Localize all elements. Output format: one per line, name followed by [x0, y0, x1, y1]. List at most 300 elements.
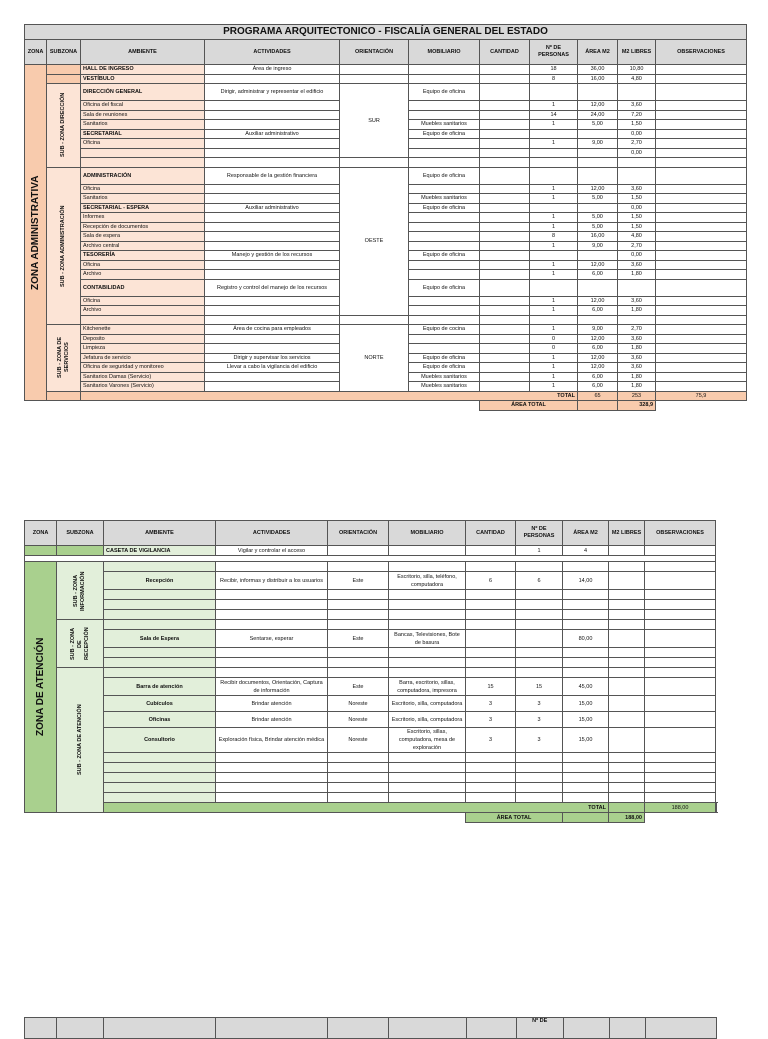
empty-cell	[466, 783, 516, 793]
empty-cell	[104, 600, 216, 610]
area-cell	[578, 167, 618, 184]
area-cell: 12,00	[578, 334, 618, 344]
personas-cell: 15	[516, 678, 563, 696]
empty-cell	[328, 600, 389, 610]
empty-cell	[328, 763, 389, 773]
empty-cell	[563, 773, 609, 783]
personas-cell	[530, 203, 578, 213]
empty-cell	[645, 658, 716, 668]
cantidad-cell	[480, 372, 530, 382]
personas-cell	[530, 84, 578, 101]
empty-cell	[466, 763, 516, 773]
actividades-cell	[205, 260, 340, 270]
empty-cell	[656, 401, 747, 411]
area-cell: 6,00	[578, 382, 618, 392]
area-cell: 12,00	[578, 296, 618, 306]
table-row	[25, 696, 717, 712]
table-row	[25, 630, 717, 648]
empty-cell	[563, 658, 609, 668]
actividades-cell	[205, 270, 340, 280]
cantidad-cell	[480, 251, 530, 261]
empty-cell	[516, 753, 563, 763]
mobiliario-cell: Bancas, Televisiones, Bote de basura	[389, 630, 466, 648]
ambiente-cell: Limpieza	[81, 344, 205, 354]
area-cell: 12,00	[578, 363, 618, 373]
ambiente-cell: Deposito	[81, 334, 205, 344]
table-row	[25, 678, 717, 696]
actividades-cell: Auxiliar administrativo	[205, 129, 340, 139]
cantidad-cell	[480, 334, 530, 344]
empty-cell	[516, 590, 563, 600]
libres-cell: 2,70	[618, 325, 656, 335]
table-row	[25, 65, 747, 75]
total-label: TOTAL	[104, 803, 609, 813]
observaciones-cell	[656, 306, 747, 316]
empty-cell	[216, 753, 328, 763]
empty-cell	[466, 1018, 516, 1039]
actividades-cell	[205, 213, 340, 223]
observaciones-cell	[656, 101, 747, 111]
ambiente-cell	[81, 148, 205, 158]
empty-cell	[328, 590, 389, 600]
libres-cell: 0,00	[618, 148, 656, 158]
empty-cell	[466, 658, 516, 668]
empty-cell	[516, 620, 563, 630]
actividades-cell	[205, 334, 340, 344]
empty-cell	[409, 158, 480, 168]
area-cell: 9,00	[578, 139, 618, 149]
subzone-label-cell	[47, 325, 81, 392]
empty-cell	[609, 562, 645, 572]
cantidad-cell	[480, 139, 530, 149]
mobiliario-cell: Escritorio, silla, computadora	[389, 712, 466, 728]
empty-cell	[216, 668, 328, 678]
cantidad-cell	[480, 120, 530, 130]
observaciones-cell	[656, 65, 747, 75]
cantidad-cell	[480, 101, 530, 111]
empty-cell	[645, 1018, 716, 1039]
ambiente-cell: Oficina	[81, 260, 205, 270]
area-cell: 12,00	[578, 101, 618, 111]
ambiente-cell: Oficina	[81, 296, 205, 306]
personas-cell: 3	[516, 728, 563, 753]
actividades-cell	[205, 382, 340, 392]
empty-cell	[516, 658, 563, 668]
subzone-label: SUB - ZONA INFORMACIÓN	[73, 570, 86, 611]
libres-cell	[618, 84, 656, 101]
cantidad-cell	[480, 279, 530, 296]
area-total-label: ÁREA TOTAL	[466, 813, 563, 823]
ambiente-cell: ADMINISTRACIÓN	[81, 167, 205, 184]
empty-cell	[104, 763, 216, 773]
total-personas	[609, 803, 645, 813]
libres-cell: 3,60	[618, 260, 656, 270]
cantidad-cell: 3	[466, 696, 516, 712]
area-total-label: ÁREA TOTAL	[480, 401, 578, 411]
libres-cell: 0,00	[618, 251, 656, 261]
libres-cell: 0,00	[618, 129, 656, 139]
empty-cell	[104, 658, 216, 668]
empty-cell	[563, 620, 609, 630]
libres-cell	[609, 696, 645, 712]
actividades-cell	[205, 120, 340, 130]
col-subzona: SUBZONA	[47, 40, 81, 65]
mobiliario-cell: Equipo de oficina	[409, 167, 480, 184]
observaciones-cell	[656, 167, 747, 184]
empty-cell	[216, 562, 328, 572]
mobiliario-cell	[409, 74, 480, 84]
empty-cell	[328, 610, 389, 620]
empty-cell	[578, 315, 618, 325]
libres-cell: 2,70	[618, 139, 656, 149]
empty-cell	[340, 158, 409, 168]
empty-cell	[205, 315, 340, 325]
area-cell: 9,00	[578, 241, 618, 251]
actividades-cell	[205, 372, 340, 382]
area-total-row	[25, 813, 717, 823]
empty-cell	[104, 773, 216, 783]
area-cell: 36,00	[578, 65, 618, 75]
cantidad-cell	[480, 382, 530, 392]
empty-cell	[530, 315, 578, 325]
mobiliario-cell: Muebles sanitarios	[409, 194, 480, 204]
empty-cell	[609, 668, 645, 678]
ambiente-cell: Oficina	[81, 139, 205, 149]
empty-cell	[389, 1018, 466, 1039]
empty-cell	[104, 648, 216, 658]
empty-cell	[609, 620, 645, 630]
empty-cell	[104, 590, 216, 600]
orientacion-cell	[328, 546, 389, 556]
empty-cell	[563, 763, 609, 773]
mobiliario-cell	[389, 546, 466, 556]
personas-cell: 1	[530, 222, 578, 232]
header-row	[25, 40, 747, 65]
zone-cell	[25, 546, 57, 556]
observaciones-cell	[656, 270, 747, 280]
ambiente-cell	[81, 315, 205, 325]
libres-cell	[609, 678, 645, 696]
mobiliario-cell: Equipo de oficina	[409, 353, 480, 363]
ambiente-cell: Sala de espera	[81, 232, 205, 242]
ambiente-cell	[81, 158, 205, 168]
ambiente-cell: Oficina de seguridad y monitoreo	[81, 363, 205, 373]
libres-cell: 10,80	[618, 65, 656, 75]
libres-cell: 3,60	[618, 101, 656, 111]
area-cell: 6,00	[578, 270, 618, 280]
empty-cell	[466, 610, 516, 620]
actividades-cell: Brindar atención	[216, 696, 328, 712]
libres-cell: 1,50	[618, 120, 656, 130]
personas-cell: 1	[530, 184, 578, 194]
actividades-cell: Recibir, informas y distribuir a los usuarios	[216, 572, 328, 590]
table-row	[25, 84, 747, 101]
cantidad-cell	[480, 129, 530, 139]
cantidad-cell	[480, 222, 530, 232]
empty-cell	[466, 620, 516, 630]
empty-cell	[618, 315, 656, 325]
area-total-value: 328,9	[618, 401, 656, 411]
table-row	[25, 620, 717, 630]
subzone-label: SUB - ZONA ADMINISTRACIÓN	[60, 205, 66, 287]
mobiliario-cell: Muebles sanitarios	[409, 120, 480, 130]
mobiliario-cell: Equipo de oficina	[409, 203, 480, 213]
zone-label: ZONA DE ATENCIÓN	[34, 637, 46, 737]
libres-cell: 4,80	[618, 232, 656, 242]
area-cell: 14,00	[563, 572, 609, 590]
table-row	[25, 572, 717, 590]
libres-cell: 1,80	[618, 344, 656, 354]
empty-cell	[516, 783, 563, 793]
area-total-blank	[578, 401, 618, 411]
empty-cell	[645, 763, 716, 773]
mobiliario-cell: Escritorio, silla, computadora	[389, 696, 466, 712]
mobiliario-cell: Muebles sanitarios	[409, 372, 480, 382]
empty-cell	[563, 648, 609, 658]
libres-cell: 1,50	[618, 194, 656, 204]
empty-cell	[563, 600, 609, 610]
cantidad-cell	[480, 184, 530, 194]
observaciones-cell	[656, 344, 747, 354]
ambiente-cell: SECRETARIAL - ESPERA	[81, 203, 205, 213]
mobiliario-cell	[409, 344, 480, 354]
empty-cell	[656, 315, 747, 325]
zone-label-cell	[25, 65, 47, 401]
empty-cell	[328, 648, 389, 658]
observaciones-cell	[645, 728, 716, 753]
libres-cell: 0,00	[618, 203, 656, 213]
empty-cell	[389, 562, 466, 572]
empty-cell	[389, 753, 466, 763]
mobiliario-cell	[409, 213, 480, 223]
personas-cell	[530, 251, 578, 261]
col-mobiliario: MOBILIARIO	[389, 521, 466, 546]
libres-cell	[609, 728, 645, 753]
area-cell: 6,00	[578, 306, 618, 316]
empty-cell	[104, 668, 216, 678]
ambiente-cell: CONTABILIDAD	[81, 279, 205, 296]
observaciones-cell	[656, 120, 747, 130]
area-cell: 9,00	[578, 325, 618, 335]
orientacion-cell: NORTE	[340, 325, 409, 392]
empty-cell	[609, 793, 645, 803]
mobiliario-cell	[409, 184, 480, 194]
empty-cell	[216, 610, 328, 620]
empty-cell	[645, 813, 716, 823]
orientacion-cell: Noreste	[328, 712, 389, 728]
cantidad-cell	[480, 65, 530, 75]
mobiliario-cell: Equipo de oficina	[409, 251, 480, 261]
cantidad-cell	[480, 74, 530, 84]
observaciones-cell	[645, 712, 716, 728]
empty-cell	[328, 562, 389, 572]
empty-cell	[516, 763, 563, 773]
empty-cell	[516, 648, 563, 658]
cantidad-cell	[480, 260, 530, 270]
observaciones-cell	[656, 372, 747, 382]
observaciones-cell	[656, 353, 747, 363]
personas-cell: 1	[530, 353, 578, 363]
zone-label: ZONA ADMINISTRATIVA	[29, 175, 41, 290]
mobiliario-cell	[409, 101, 480, 111]
observaciones-cell	[645, 696, 716, 712]
empty-cell	[466, 793, 516, 803]
empty-cell	[328, 668, 389, 678]
total-personas: 65	[578, 391, 618, 401]
total-blank	[47, 391, 81, 401]
table-row	[25, 546, 717, 556]
empty-cell	[645, 773, 716, 783]
empty-cell	[104, 793, 216, 803]
mobiliario-cell	[409, 260, 480, 270]
cantidad-cell	[480, 203, 530, 213]
orientacion-cell: Este	[328, 572, 389, 590]
personas-cell: 14	[530, 110, 578, 120]
mobiliario-cell	[409, 270, 480, 280]
empty-cell	[645, 648, 716, 658]
empty-cell	[656, 158, 747, 168]
col-orientacion: ORIENTACIÓN	[340, 40, 409, 65]
admin-program-table	[24, 24, 747, 411]
mobiliario-cell	[409, 241, 480, 251]
header-row	[25, 521, 717, 546]
empty-cell	[328, 753, 389, 763]
actividades-cell: Sentarse, esperar	[216, 630, 328, 648]
area-total-value: 188,00	[609, 813, 645, 823]
empty-cell	[563, 783, 609, 793]
subzone-label-cell	[47, 167, 81, 325]
empty-cell	[216, 648, 328, 658]
area-cell: 12,00	[578, 353, 618, 363]
actividades-cell: Auxiliar administrativo	[205, 203, 340, 213]
empty-cell	[563, 793, 609, 803]
col-cantidad: CANTIDAD	[480, 40, 530, 65]
observaciones-cell	[656, 232, 747, 242]
empty-cell	[389, 763, 466, 773]
cantidad-cell	[480, 306, 530, 316]
observaciones-cell	[656, 148, 747, 158]
cantidad-cell	[480, 353, 530, 363]
col-zona: ZONA	[25, 521, 57, 546]
empty-cell	[328, 1018, 389, 1039]
total-label: TOTAL	[81, 391, 578, 401]
empty-cell	[516, 562, 563, 572]
cantidad-cell	[480, 84, 530, 101]
observaciones-cell	[656, 194, 747, 204]
actividades-cell	[205, 101, 340, 111]
total-row	[25, 391, 747, 401]
mobiliario-cell: Equipo de oficina	[409, 279, 480, 296]
area-cell: 5,00	[578, 120, 618, 130]
empty-cell	[563, 1018, 609, 1039]
area-cell: 5,00	[578, 222, 618, 232]
personas-cell: 1	[530, 325, 578, 335]
area-cell: 15,00	[563, 712, 609, 728]
ambiente-cell: Kitchenette	[81, 325, 205, 335]
empty-cell	[25, 1018, 57, 1039]
empty-cell	[609, 783, 645, 793]
table-row	[25, 325, 747, 335]
ambiente-cell: Consultorio	[104, 728, 216, 753]
personas-cell: 18	[530, 65, 578, 75]
personas-cell	[530, 167, 578, 184]
actividades-cell: Exploración física, Brindar atención médica	[216, 728, 328, 753]
observaciones-cell	[645, 572, 716, 590]
ambiente-cell: Informes	[81, 213, 205, 223]
cantidad-cell: 3	[466, 712, 516, 728]
empty-cell	[104, 562, 216, 572]
actividades-cell	[205, 139, 340, 149]
libres-cell: 3,60	[618, 353, 656, 363]
col-observaciones: OBSERVACIONES	[645, 521, 716, 546]
subzone-label: SUB - ZONA DE RECEPCIÓN	[69, 627, 90, 660]
empty-cell	[563, 562, 609, 572]
area-cell: 5,00	[578, 213, 618, 223]
total-row	[25, 803, 717, 813]
cantidad-cell	[480, 325, 530, 335]
empty-cell	[516, 793, 563, 803]
area-cell: 16,00	[578, 74, 618, 84]
subzone-label-cell	[57, 620, 104, 668]
ambiente-cell: Oficina del fiscal	[81, 101, 205, 111]
actividades-cell: Brindar atención	[216, 712, 328, 728]
ambiente-cell: Sanitarios Varones (Servicio)	[81, 382, 205, 392]
actividades-cell: Recibir documentos, Orientación, Captura de información	[216, 678, 328, 696]
ambiente-cell: Archivo central	[81, 241, 205, 251]
empty-cell	[25, 401, 480, 411]
ambiente-cell: Recepción	[104, 572, 216, 590]
personas-cell	[530, 129, 578, 139]
ambiente-cell: Sala de reuniones	[81, 110, 205, 120]
empty-cell	[645, 793, 716, 803]
cantidad-cell	[466, 630, 516, 648]
ambiente-cell: Recepción de documentos	[81, 222, 205, 232]
empty-cell	[516, 610, 563, 620]
actividades-cell	[205, 344, 340, 354]
observaciones-cell	[656, 279, 747, 296]
ambiente-cell: SECRETARIAL	[81, 129, 205, 139]
empty-cell	[480, 315, 530, 325]
subzone-label-cell	[57, 562, 104, 620]
empty-cell	[645, 668, 716, 678]
empty-cell	[563, 610, 609, 620]
area-total-row	[25, 401, 747, 411]
actividades-cell	[205, 194, 340, 204]
libres-cell: 1,80	[618, 382, 656, 392]
observaciones-cell	[656, 382, 747, 392]
empty-cell	[216, 590, 328, 600]
empty-cell	[205, 158, 340, 168]
actividades-cell: Dirigir, administrar y representar el edificio	[205, 84, 340, 101]
observaciones-cell	[656, 363, 747, 373]
table-row	[25, 315, 747, 325]
personas-cell: 1	[530, 296, 578, 306]
orientacion-cell	[340, 74, 409, 84]
libres-cell: 1,50	[618, 213, 656, 223]
actividades-cell	[205, 296, 340, 306]
empty-cell	[645, 590, 716, 600]
empty-cell	[609, 753, 645, 763]
personas-cell: 1	[530, 306, 578, 316]
personas-cell: 1	[530, 120, 578, 130]
area-cell: 15,00	[563, 696, 609, 712]
empty-cell	[609, 1018, 645, 1039]
empty-cell	[389, 590, 466, 600]
mobiliario-cell	[409, 296, 480, 306]
observaciones-cell	[656, 241, 747, 251]
area-cell: 6,00	[578, 372, 618, 382]
empty-cell	[328, 658, 389, 668]
